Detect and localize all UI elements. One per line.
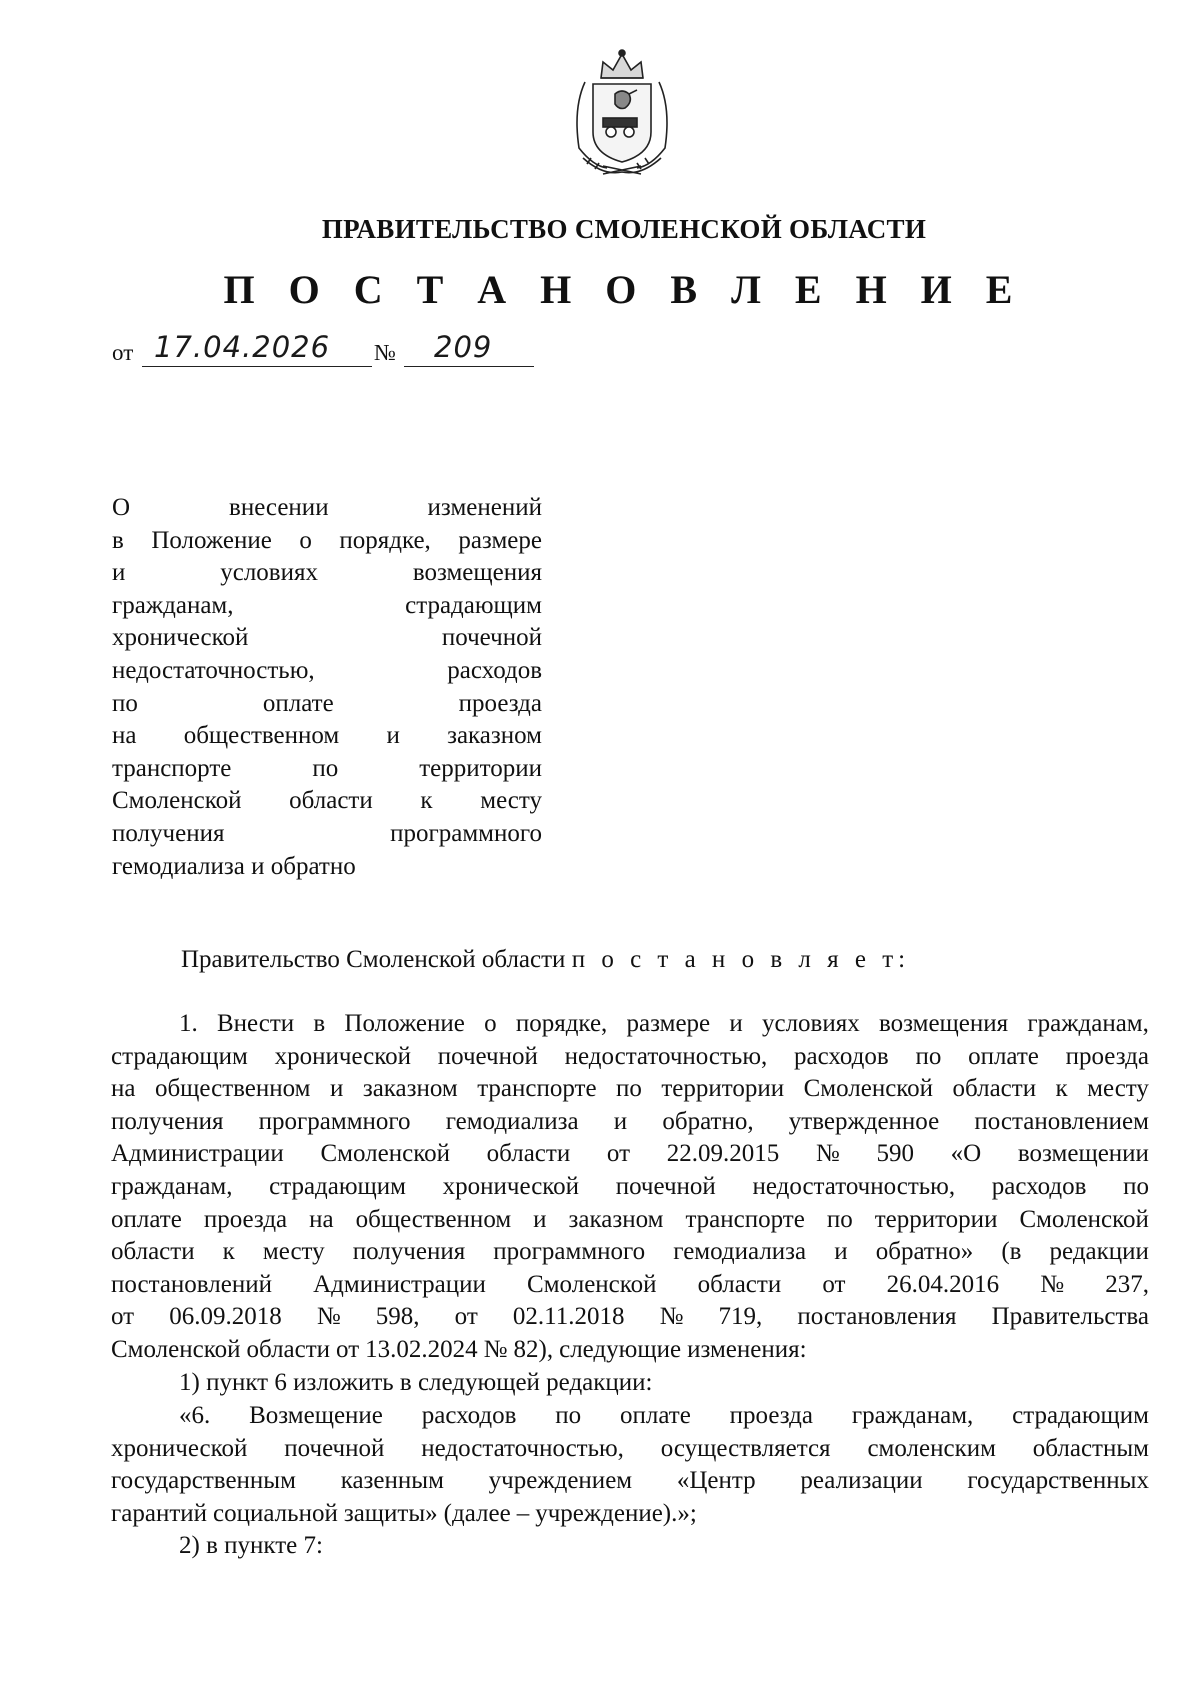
word: и (533, 1205, 547, 1233)
word: почечной (441, 624, 542, 652)
word: территории (419, 754, 542, 782)
intro-lead: Правительство Смоленской области (181, 946, 566, 973)
word: изменения: (687, 1335, 807, 1363)
text-line (111, 1498, 1149, 1531)
word: по (112, 689, 138, 717)
word: области (486, 1140, 571, 1168)
word: почечной (284, 1434, 385, 1462)
word: страдающим (111, 1042, 248, 1070)
word: обратно, (662, 1107, 754, 1135)
word: 719, (718, 1303, 763, 1331)
word: проезда (458, 689, 542, 717)
word: на (309, 1205, 334, 1233)
word: Положение (151, 526, 272, 554)
government-title: ПРАВИТЕЛЬСТВО СМОЛЕНСКОЙ ОБЛАСТИ (321, 214, 927, 244)
word: внесении (229, 494, 329, 521)
intro-verb: п о с т а н о в л я е т: (571, 946, 911, 973)
word: хронической (111, 1434, 248, 1462)
word: возмещения (412, 559, 542, 587)
text-line (111, 1269, 1149, 1302)
word: гражданам, (1027, 1010, 1149, 1037)
word: редакции (1049, 1238, 1149, 1266)
word: государственных (967, 1467, 1149, 1495)
coat-of-arms-emblem (563, 48, 681, 180)
handwritten-date: 17.04.2026 (154, 330, 331, 364)
word: Смоленской (111, 1335, 241, 1363)
word: по (616, 1075, 642, 1103)
word: расходов (991, 1172, 1087, 1200)
text-line (112, 655, 542, 688)
word: 82), (513, 1335, 554, 1363)
word: (далее (443, 1499, 511, 1527)
word: гражданам, (112, 591, 234, 619)
word: проезда (203, 1205, 288, 1233)
word: постановления (797, 1303, 957, 1331)
word: территории (661, 1075, 785, 1103)
word: государственным (111, 1467, 296, 1495)
text-line (112, 818, 542, 851)
word: получения (112, 819, 225, 847)
number-underline (404, 366, 534, 367)
word: области (697, 1270, 782, 1298)
word: Положение (344, 1010, 465, 1037)
word: – (516, 1499, 530, 1527)
word: недостаточностью, (752, 1172, 956, 1200)
date-underline (142, 366, 372, 367)
word: оплате (968, 1042, 1039, 1070)
word: постановлением (974, 1107, 1149, 1135)
word: Администрации (111, 1140, 284, 1168)
text-line (111, 1041, 1149, 1074)
word: оплате (111, 1205, 182, 1233)
word: к (420, 787, 433, 815)
text-line (112, 525, 542, 558)
word: области (289, 787, 373, 815)
word: почечной (615, 1172, 716, 1200)
item-1-line (111, 1367, 1149, 1400)
text-line (112, 688, 542, 721)
word: в (313, 1010, 326, 1037)
word: и (834, 1238, 848, 1266)
word: Администрации (313, 1270, 486, 1298)
word: № (1040, 1270, 1065, 1298)
item-1-quote (111, 1400, 1149, 1530)
word: смоленским (867, 1434, 996, 1462)
word: области (952, 1075, 1037, 1103)
word: хронической (442, 1172, 580, 1200)
word: Смоленской (803, 1075, 934, 1103)
word: месту (480, 787, 542, 815)
word: «6. (179, 1402, 211, 1429)
word: гемодиализа и обратно (112, 852, 356, 880)
handwritten-number: 209 (434, 330, 493, 364)
text-line (112, 851, 542, 884)
word: получения (111, 1107, 224, 1135)
word: общественном (355, 1205, 512, 1233)
word: осуществляется (660, 1434, 831, 1462)
word: 598, (375, 1303, 420, 1331)
word: программного (493, 1238, 646, 1266)
word: хронической (112, 624, 249, 652)
word: № (483, 1335, 508, 1363)
word: расходов (793, 1042, 889, 1070)
word: по (915, 1042, 942, 1070)
word: на (112, 722, 137, 750)
word: о (299, 526, 312, 554)
word: возмещения (878, 1010, 1009, 1037)
word: и (729, 1010, 743, 1037)
word: № (815, 1140, 840, 1168)
word: постановлений (111, 1270, 272, 1298)
word: о (484, 1010, 497, 1037)
word: транспорте (685, 1205, 805, 1233)
word: 237, (1105, 1270, 1149, 1298)
text-line (111, 1433, 1149, 1466)
word: на (111, 1075, 136, 1103)
word: изменений (427, 494, 542, 521)
text-line (112, 753, 542, 786)
word: заказном (362, 1075, 458, 1103)
text-line (111, 1334, 1149, 1367)
word: области (111, 1238, 195, 1266)
word: недостаточностью, (112, 656, 315, 684)
word: 590 (876, 1140, 914, 1168)
word: защиты» (343, 1499, 438, 1527)
word: Смоленской (527, 1270, 657, 1298)
word: области (246, 1335, 331, 1363)
word: условиях (761, 1010, 860, 1037)
word: Смоленской (112, 787, 242, 815)
word: гемодиализа (445, 1107, 579, 1135)
word: Смоленской (320, 1140, 450, 1168)
word: обратно» (875, 1238, 974, 1266)
word: (в (1001, 1238, 1022, 1266)
text-line (111, 1008, 1149, 1041)
word: 02.11.2018 (512, 1303, 625, 1331)
text-line (111, 1204, 1149, 1237)
word: «Центр (676, 1467, 756, 1495)
word: по (312, 754, 339, 782)
word: расходов (421, 1402, 517, 1429)
text-line (111, 1301, 1149, 1334)
text-line (111, 1171, 1149, 1204)
word: расходов (447, 656, 542, 684)
word: месту (262, 1238, 325, 1266)
word: заказном (447, 722, 542, 750)
word: в (112, 526, 124, 554)
word: общественном (154, 1075, 311, 1103)
word: месту (1087, 1075, 1149, 1103)
word: от (606, 1140, 631, 1168)
resolution-subject (112, 492, 542, 883)
word: № (659, 1303, 684, 1331)
word: программного (258, 1107, 411, 1135)
word: 22.09.2015 (666, 1140, 780, 1168)
word: хронической (274, 1042, 412, 1070)
item-1-text: 1) пункт 6 изложить в следующей редакции: (179, 1369, 653, 1396)
word: почечной (437, 1042, 538, 1070)
text-line (111, 1465, 1149, 1498)
word: страдающим (1012, 1402, 1149, 1429)
item-2-line (111, 1530, 1149, 1563)
word: по (1123, 1172, 1149, 1200)
word: по (826, 1205, 853, 1233)
word: общественном (183, 722, 340, 750)
word: гемодиализа (673, 1238, 807, 1266)
word: и (329, 1075, 344, 1103)
word: от (111, 1303, 135, 1331)
word: и (386, 722, 400, 750)
text-line (112, 557, 542, 590)
word: 1. (179, 1010, 198, 1037)
word: размере (626, 1010, 711, 1037)
word: следующие (559, 1335, 682, 1363)
text-line (111, 1236, 1149, 1269)
word: социальной (213, 1499, 338, 1527)
word: казенным (340, 1467, 444, 1495)
word: заказном (568, 1205, 664, 1233)
word: возмещении (1017, 1140, 1149, 1168)
word: гражданам, (851, 1402, 974, 1429)
word: 26.04.2016 (886, 1270, 1000, 1298)
word: Внести (216, 1010, 295, 1037)
number-label: № (374, 340, 396, 365)
text-line (111, 1138, 1149, 1171)
word: страдающим (405, 591, 542, 619)
word: размере (458, 526, 542, 554)
word: программного (390, 819, 542, 847)
text-line (112, 590, 542, 623)
word: проезда (1065, 1042, 1149, 1070)
word: учреждением (488, 1467, 633, 1495)
word: недостаточностью, (564, 1042, 768, 1070)
word: по (555, 1402, 582, 1429)
word: оплате (620, 1402, 691, 1429)
word: к (1055, 1075, 1068, 1103)
document-type-title: П О С Т А Н О В Л Е Н И Е (223, 267, 1025, 312)
resolution-intro (181, 946, 910, 974)
word: реализации (800, 1467, 923, 1495)
text-line (112, 720, 542, 753)
word: Возмещение (249, 1402, 383, 1429)
word: О (112, 494, 131, 521)
word: условиях (220, 559, 318, 587)
word: проезда (729, 1402, 813, 1429)
word: транспорте (112, 754, 232, 782)
word: Правительства (991, 1303, 1149, 1331)
word: порядке, (515, 1010, 608, 1037)
word: и (613, 1107, 628, 1135)
word: № (316, 1303, 341, 1331)
word: порядке, (339, 526, 431, 554)
word: Смоленской (1019, 1205, 1149, 1233)
word: 06.09.2018 (169, 1303, 282, 1331)
date-label: от (112, 340, 134, 365)
word: учреждение).»; (535, 1499, 697, 1527)
word: гражданам, (111, 1172, 233, 1200)
clause-1 (111, 1008, 1149, 1367)
text-line (112, 622, 542, 655)
word: к (222, 1238, 235, 1266)
text-line (112, 785, 542, 818)
word: территории (874, 1205, 998, 1233)
text-line (111, 1400, 1149, 1433)
item-2-text: 2) в пункте 7: (179, 1532, 323, 1559)
text-line (112, 492, 542, 525)
word: оплате (262, 689, 334, 717)
word: страдающим (269, 1172, 406, 1200)
word: недостаточностью, (421, 1434, 624, 1462)
word: транспорте (477, 1075, 597, 1103)
word: утвержденное (788, 1107, 940, 1135)
word: гарантий (111, 1499, 208, 1527)
word: от (822, 1270, 846, 1298)
word: областным (1032, 1434, 1149, 1462)
text-line (111, 1106, 1149, 1139)
word: от (454, 1303, 478, 1331)
text-line (111, 1073, 1149, 1106)
word: «О (950, 1140, 982, 1168)
word: 13.02.2024 (365, 1335, 478, 1363)
word: от (336, 1335, 360, 1363)
word: и (112, 559, 126, 587)
word: получения (352, 1238, 466, 1266)
